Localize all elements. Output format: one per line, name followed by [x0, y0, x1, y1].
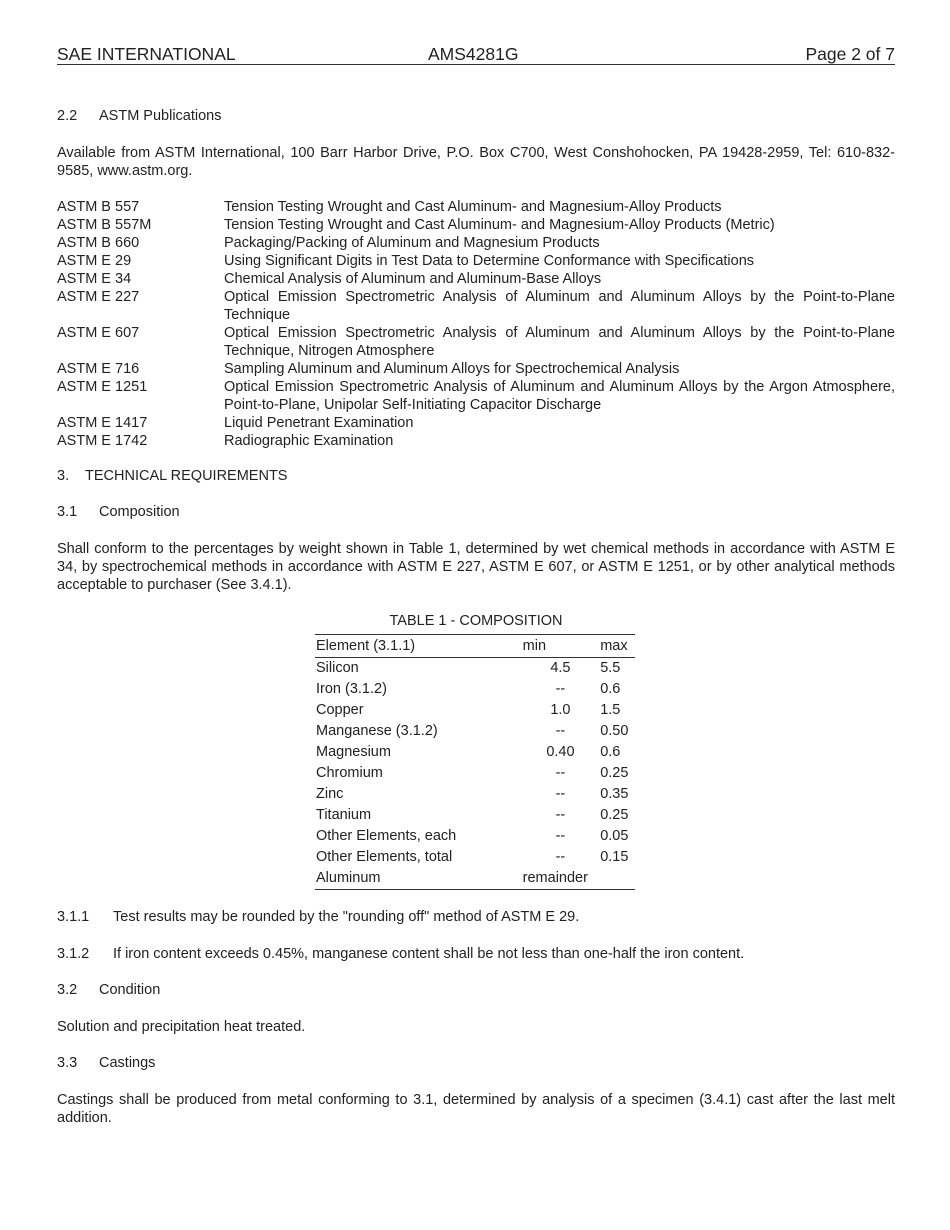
cell-element: Manganese (3.1.2)	[316, 723, 438, 739]
cell-min: --	[555, 681, 566, 697]
reference-item	[57, 234, 895, 252]
reference-item	[57, 360, 895, 378]
reference-list	[57, 198, 895, 450]
reference-title: Packaging/Packing of Aluminum and Magnesium Products	[224, 235, 600, 251]
reference-code: ASTM E 227	[57, 289, 140, 305]
section-2-2-heading	[57, 107, 895, 125]
section-number: 3.2	[57, 982, 78, 998]
cell-max: 5.5	[600, 660, 621, 676]
reference-title: Radiographic Examination	[224, 433, 394, 449]
table-row	[315, 658, 635, 680]
table-row	[315, 763, 635, 784]
reference-item	[57, 324, 895, 360]
section-2-2-text: Available from ASTM International, 100 Barr Harbor Drive, P.O. Box C700, West Conshohocken, PA 19428-2959, Tel: 610-832-9585, www.astm.org.	[57, 145, 895, 179]
section-3-2-text: Solution and precipitation heat treated.	[57, 1019, 306, 1035]
section-title: Castings	[99, 1055, 156, 1071]
section-number: 3.1	[57, 504, 78, 520]
section-3-3-heading	[57, 1054, 895, 1072]
cell-max	[599, 868, 635, 890]
table-row	[315, 805, 635, 826]
header-org: SAE INTERNATIONAL	[57, 44, 236, 64]
cell-max: 0.15	[600, 849, 629, 865]
table-row	[315, 784, 635, 805]
table-header-row	[315, 635, 635, 658]
cell-min: --	[555, 828, 566, 844]
header-min: min	[522, 638, 547, 654]
cell-element: Titanium	[316, 807, 372, 823]
page-header	[57, 44, 895, 65]
cell-max: 0.50	[600, 723, 629, 739]
table-row	[315, 700, 635, 721]
cell-min: 0.40	[546, 744, 575, 760]
cell-max: 1.5	[600, 702, 621, 718]
cell-element: Chromium	[316, 765, 383, 781]
reference-title: Tension Testing Wrought and Cast Aluminum- and Magnesium-Alloy Products (Metric)	[224, 217, 775, 233]
cell-max: 0.35	[600, 786, 629, 802]
section-3-1-2	[57, 945, 895, 963]
section-number: 3.3	[57, 1055, 78, 1071]
cell-element: Magnesium	[316, 744, 391, 760]
reference-item	[57, 252, 895, 270]
cell-max: 0.05	[600, 828, 629, 844]
section-title: Condition	[99, 982, 161, 998]
reference-code: ASTM E 34	[57, 271, 132, 287]
section-3-3-text: Castings shall be produced from metal conforming to 3.1, determined by analysis of a specimen (3.4.1) cast after the last melt addition.	[57, 1092, 895, 1126]
cell-min: --	[555, 723, 566, 739]
reference-item	[57, 414, 895, 432]
cell-min: remainder	[522, 870, 588, 886]
cell-element: Copper	[316, 702, 364, 718]
reference-code: ASTM B 557M	[57, 217, 152, 233]
table-caption: TABLE 1 - COMPOSITION	[389, 613, 563, 629]
reference-code: ASTM E 1417	[57, 415, 148, 431]
section-title: ASTM Publications	[99, 108, 222, 124]
reference-title: Using Significant Digits in Test Data to Determine Conformance with Specifications	[224, 253, 755, 269]
section-3-heading	[57, 467, 895, 485]
section-text: If iron content exceeds 0.45%, manganese content shall be not less than one-half the iron content.	[113, 946, 745, 962]
reference-item	[57, 270, 895, 288]
table-row	[315, 742, 635, 763]
composition-table	[315, 634, 635, 890]
cell-element: Aluminum	[316, 870, 381, 886]
cell-min: --	[555, 786, 566, 802]
section-title: TECHNICAL REQUIREMENTS	[85, 468, 288, 484]
reference-title: Tension Testing Wrought and Cast Aluminum- and Magnesium-Alloy Products	[224, 199, 722, 215]
cell-min: 4.5	[550, 660, 571, 676]
reference-title: Optical Emission Spectrometric Analysis of Aluminum and Aluminum Alloys by the Argon Atmosphere, Point-to-Plane, Unipolar Self-Initiating Capacitor Discharge	[224, 379, 895, 413]
cell-max: 0.25	[600, 807, 629, 823]
cell-max: 0.6	[600, 681, 621, 697]
reference-item	[57, 432, 895, 450]
cell-min: --	[555, 765, 566, 781]
cell-element: Silicon	[316, 660, 359, 676]
reference-title: Optical Emission Spectrometric Analysis of Aluminum and Aluminum Alloys by the Point-to-Plane Technique	[224, 289, 895, 323]
section-number: 3.1.1	[57, 909, 90, 925]
reference-code: ASTM B 660	[57, 235, 140, 251]
cell-element: Other Elements, total	[316, 849, 453, 865]
section-title: Composition	[99, 504, 180, 520]
cell-min: --	[555, 807, 566, 823]
reference-title: Optical Emission Spectrometric Analysis of Aluminum and Aluminum Alloys by the Point-to-Plane Technique, Nitrogen Atmosphere	[224, 325, 895, 359]
reference-code: ASTM E 1742	[57, 433, 148, 449]
cell-max: 0.25	[600, 765, 629, 781]
cell-max: 0.6	[600, 744, 621, 760]
table-row	[315, 679, 635, 700]
section-3-2-heading	[57, 981, 895, 999]
cell-element: Zinc	[316, 786, 344, 802]
reference-item	[57, 378, 895, 414]
cell-min: 1.0	[550, 702, 571, 718]
table-row	[315, 868, 635, 890]
section-3-1-heading	[57, 503, 895, 521]
reference-title: Chemical Analysis of Aluminum and Aluminum-Base Alloys	[224, 271, 602, 287]
header-max: max	[600, 638, 628, 654]
header-doc-number: AMS4281G	[428, 44, 519, 64]
table-row	[315, 721, 635, 742]
reference-title: Sampling Aluminum and Aluminum Alloys for Spectrochemical Analysis	[224, 361, 680, 377]
reference-code: ASTM E 716	[57, 361, 140, 377]
cell-element: Other Elements, each	[316, 828, 457, 844]
reference-item	[57, 216, 895, 234]
section-text: Test results may be rounded by the "rounding off" method of ASTM E 29.	[113, 909, 580, 925]
section-number: 2.2	[57, 108, 78, 124]
reference-item	[57, 198, 895, 216]
section-3-1-text: Shall conform to the percentages by weight shown in Table 1, determined by wet chemical methods in accordance with ASTM E 34, by spectrochemical methods in accordance with ASTM E 227, ASTM E 607, or ASTM E 1251, or by other analytical methods acceptable to purchaser (See 3.4.1).	[57, 541, 895, 593]
header-page-number: Page 2 of 7	[805, 44, 895, 64]
table-row	[315, 826, 635, 847]
reference-code: ASTM E 607	[57, 325, 140, 341]
reference-code: ASTM E 29	[57, 253, 132, 269]
reference-code: ASTM E 1251	[57, 379, 148, 395]
section-number: 3.1.2	[57, 946, 90, 962]
cell-min: --	[555, 849, 566, 865]
cell-element: Iron (3.1.2)	[316, 681, 387, 697]
table-row	[315, 847, 635, 868]
reference-item	[57, 288, 895, 324]
reference-code: ASTM B 557	[57, 199, 140, 215]
header-element: Element (3.1.1)	[316, 638, 416, 654]
section-3-1-1	[57, 908, 895, 926]
reference-title: Liquid Penetrant Examination	[224, 415, 414, 431]
section-number: 3.	[57, 468, 70, 484]
